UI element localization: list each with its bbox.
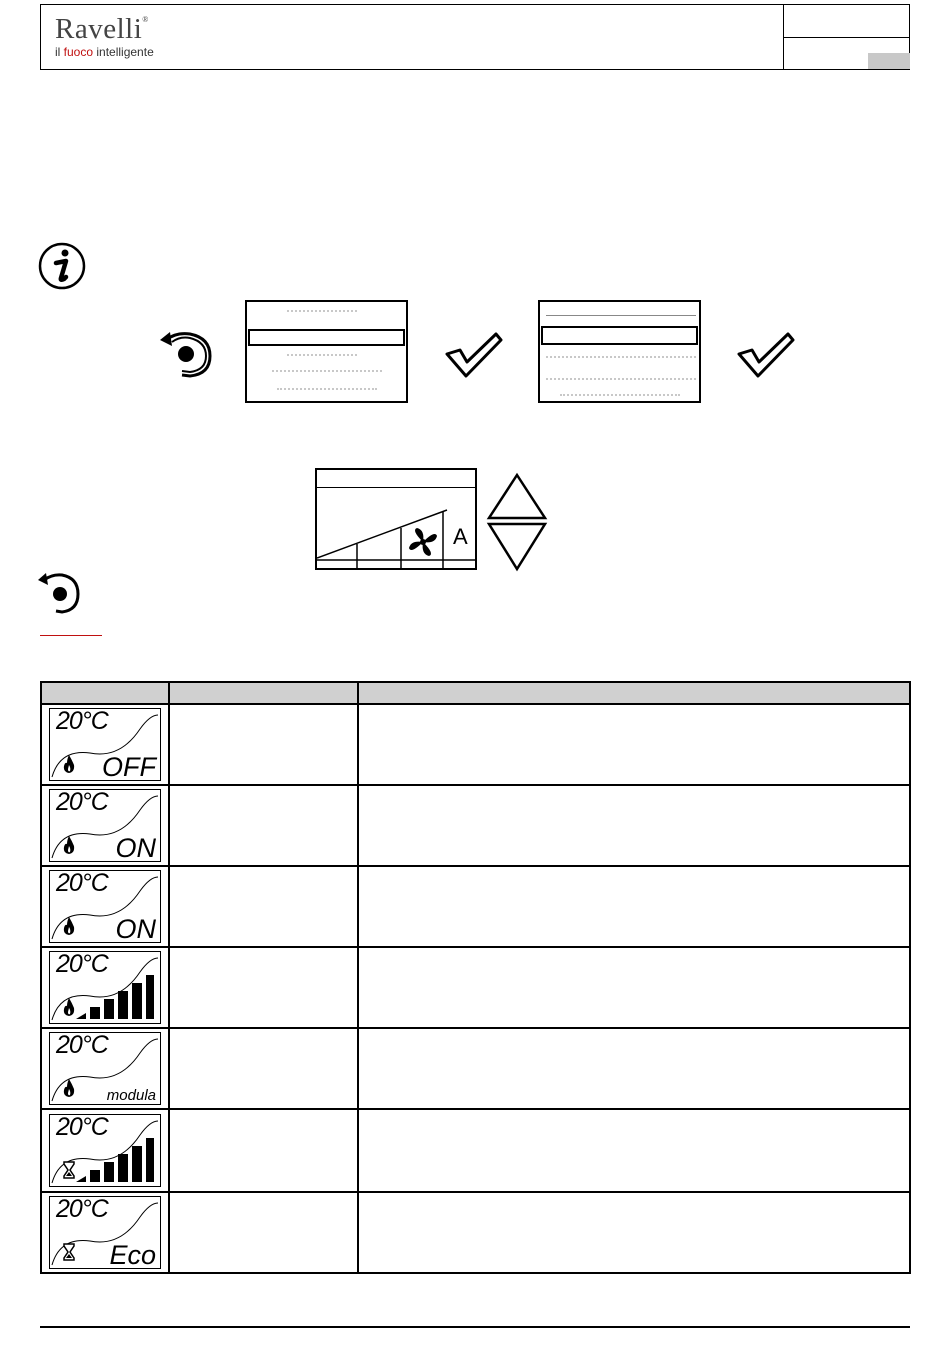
table-cell bbox=[358, 947, 910, 1028]
arrow-up-icon bbox=[489, 475, 545, 518]
table-row bbox=[41, 866, 910, 947]
brand-logo: Ravelli® bbox=[55, 13, 149, 45]
table-cell bbox=[169, 1028, 358, 1109]
red-underline bbox=[40, 635, 102, 636]
status-icons-table bbox=[40, 681, 911, 1274]
table-cell bbox=[358, 1192, 910, 1273]
menu-selection-bar bbox=[541, 326, 698, 345]
table-row bbox=[41, 1109, 910, 1192]
status-icon-on: 20°C ON bbox=[49, 789, 161, 862]
power-bars-icon bbox=[76, 975, 154, 1019]
table-header-cell bbox=[358, 682, 910, 704]
table-cell bbox=[358, 1109, 910, 1192]
table-cell bbox=[169, 1109, 358, 1192]
table-cell bbox=[358, 1028, 910, 1109]
info-icon bbox=[38, 242, 88, 292]
arrow-down-icon bbox=[489, 524, 545, 569]
checkmark-icon bbox=[736, 330, 796, 378]
status-icon-modula: 20°C modula bbox=[49, 1032, 161, 1105]
table-row bbox=[41, 704, 910, 785]
power-bars-icon bbox=[76, 1138, 154, 1182]
status-icon-off: 20°C OFF bbox=[49, 708, 161, 781]
header-info-box bbox=[783, 5, 910, 69]
table-cell bbox=[358, 704, 910, 785]
status-icon-on: 20°C ON bbox=[49, 870, 161, 943]
status-icon-eco: 20°C Eco bbox=[49, 1196, 161, 1269]
rotary-knob-icon bbox=[158, 328, 216, 380]
table-row bbox=[41, 1192, 910, 1273]
rotary-knob-icon bbox=[36, 570, 84, 618]
table-cell bbox=[358, 866, 910, 947]
up-down-arrows-icon bbox=[485, 472, 549, 574]
table-cell bbox=[169, 1192, 358, 1273]
menu-display-2 bbox=[538, 300, 701, 403]
brand-tagline: il fuoco intelligente bbox=[55, 45, 154, 59]
table-cell bbox=[169, 866, 358, 947]
hourglass-icon bbox=[62, 1160, 76, 1180]
table-header-cell bbox=[41, 682, 169, 704]
flame-icon bbox=[62, 1078, 76, 1098]
status-icon-timer-bars: 20°C bbox=[49, 1114, 161, 1187]
footer-rule bbox=[40, 1326, 910, 1328]
auto-mode-label: A bbox=[453, 524, 468, 549]
power-level-ramp bbox=[317, 470, 475, 568]
menu-selection-bar bbox=[248, 329, 405, 346]
flame-icon bbox=[62, 916, 76, 936]
page-number-box bbox=[868, 53, 910, 69]
flame-icon bbox=[62, 754, 76, 774]
table-cell bbox=[169, 704, 358, 785]
table-row bbox=[41, 947, 910, 1028]
table-cell bbox=[169, 785, 358, 866]
table-row bbox=[41, 785, 910, 866]
page-header bbox=[40, 4, 910, 70]
table-cell bbox=[169, 947, 358, 1028]
flame-icon bbox=[62, 835, 76, 855]
table-header-cell bbox=[169, 682, 358, 704]
control-panel-display bbox=[315, 468, 477, 570]
status-icon-power-bars: 20°C bbox=[49, 951, 161, 1024]
menu-display-1 bbox=[245, 300, 408, 403]
table-cell bbox=[358, 785, 910, 866]
flame-icon bbox=[62, 997, 76, 1017]
hourglass-icon bbox=[62, 1242, 76, 1262]
checkmark-icon bbox=[444, 330, 504, 378]
table-row bbox=[41, 1028, 910, 1109]
table-header-row bbox=[41, 682, 910, 704]
fan-icon bbox=[407, 526, 439, 558]
